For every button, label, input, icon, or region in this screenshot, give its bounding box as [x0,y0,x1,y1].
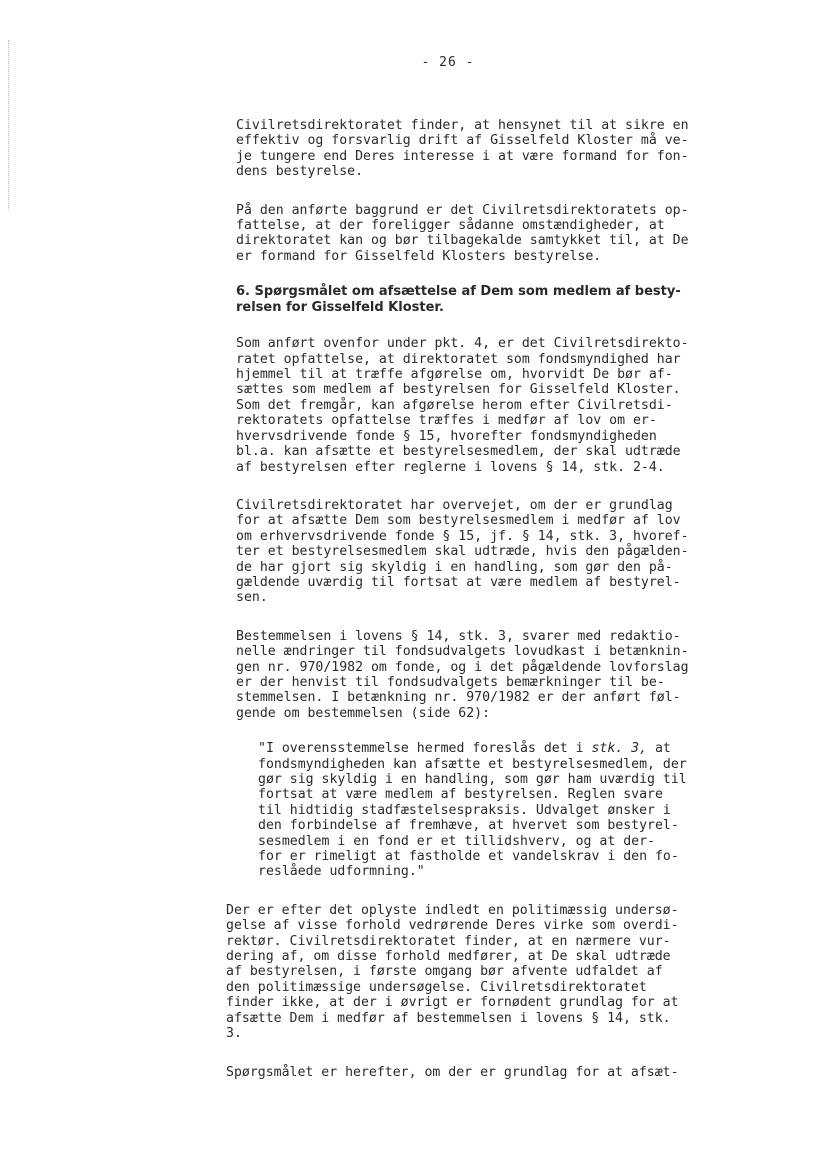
paragraph-4: Civilretsdirektoratet har overvejet, om der er grundlag for at afsætte Dem som bestyrelsesmedlem i medfør af lov om erhvervsdrivende fonde § 15, jf. § 14, stk. 3, hvoref- ter et bestyrelsesmedlem skal udtræde, hvis den pågælden- de har gjort sig skyldig i en handling, som gør den på- gældende uværdig til fortsat at være medlem af bestyrel- sen. [236,497,689,606]
page-number: - 26 - [421,55,475,70]
quote-text-rest: at fondsmyndigheden kan afsætte et bestyrelsesmedlem, der gør sig skyldig i en handling, som gør ham uværdig til fortsat at være medlem af bestyrelsen. Reglen svare til hidtidig stadfæstelsespraksis. Udvalget ønsker i den forbindelse af fremhæve, at hvervet som bestyrel- sesmedlem i en fond er et tillidshverv, og at der- for er rimeligt at fastholde et vandelskrav i den fo- reslåede udformning." [258,741,687,880]
paragraph-6: Der er efter det oplyste indledt en politimæssig undersø- gelse af visse forhold vedrørende Deres virke som overdi- rektør. Civilretsdirektoratet finder, at en nærmere vur- dering af, om disse forhold medfører, at De skal udtræde af bestyrelsen, i første omgang bør afvente udfaldet af den politimæssige undersøgelse. Civilretsdirektoratet finder ikke, at der i øvrigt er fornødent grundlag for at afsætte Dem i medfør af bestemmelsen i lovens § 14, stk. 3. [226,902,679,1042]
paragraph-1: Civilretsdirektoratet finder, at hensynet til at sikre en effektiv og forsvarlig drift af Gisselfeld Kloster må ve- je tungere end Deres interesse i at være formand for fon- dens bestyrelse. [236,118,689,180]
document-body [226,118,814,1080]
paragraph-3: Som anført ovenfor under pkt. 4, er det Civilretsdirekto- ratet opfattelse, at direktoratet som fondsmyndighed har hjemmel til at træffe afgørelse om, hvorvidt De bør af- sættes som medlem af bestyrelsen for Gisselfeld Kloster. Som det fremgår, kan afgørelse herom efter Civilretsdi- rektoratets opfattelse træffes i medfør af lov om er- hvervsdrivende fonde § 15, hvorefter fondsmyndigheden bl.a. kan afsætte et bestyrelsesmedlem, der skal udtræde af bestyrelsen efter reglerne i lovens § 14, stk. 2-4. [236,336,689,475]
block-quote [258,741,814,880]
paragraph-7: Spørgsmålet er herefter, om der er grundlag for at afsæt- [226,1064,679,1080]
paragraph-5: Bestemmelsen i lovens § 14, stk. 3, svarer med redaktio- nelle ændringer til fondsudvalgets lovudkast i betænknin- gen nr. 970/1982 om fonde, og i det pågældende lovforslag er der henvist til fondsudvalgets bemærkninger til be- stemmelsen. I betænkning nr. 970/1982 er der anført føl- gende om bestemmelsen (side 62): [236,628,689,721]
paragraph-2: På den anførte baggrund er det Civilretsdirektoratets op- fattelse, at der foreligger sådanne omstændigheder, at direktoratet kan og bør tilbagekalde samtykket til, at De er formand for Gisselfeld Klosters bestyrelse. [236,202,689,264]
quote-text-start: "I overensstemmelse hermed foreslås det i [258,741,592,757]
quote-italic-ref: stk. 3, [591,741,648,757]
section-heading-6: 6. Spørgsmålet om afsættelse af Dem som medlem af besty- relsen for Gisselfeld Kloster. [236,284,681,316]
